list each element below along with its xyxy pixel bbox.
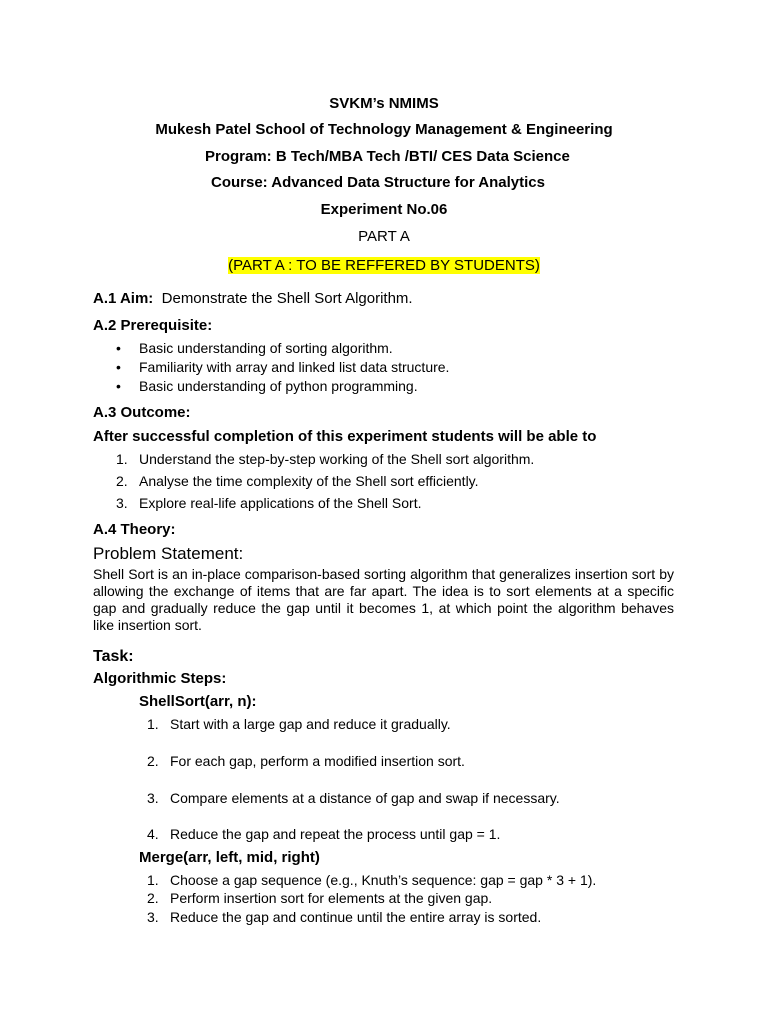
problem-statement-text: Shell Sort is an in-place comparison-based sorting algorithm that generalizes insertion sort by allowing the exchange of items that are far apart. The idea is to sort elements at a specific gap and gradually reduce the gap until it becomes 1, at which point the algorithm behaves like insertion sort. xyxy=(93,566,674,633)
aim-text: Demonstrate the Shell Sort Algorithm. xyxy=(161,290,413,307)
prerequisite-item: Basic understanding of sorting algorithm. xyxy=(139,340,393,356)
problem-statement-heading: Problem Statement: xyxy=(93,544,244,563)
prerequisite-item: Basic understanding of python programming. xyxy=(139,378,418,394)
merge-step: Perform insertion sort for elements at the given gap. xyxy=(170,890,493,906)
merge-step: Choose a gap sequence (e.g., Knuth’s sequence: gap = gap * 3 + 1). xyxy=(170,872,597,888)
list-number: 3. xyxy=(116,495,128,511)
shellsort-step: Start with a large gap and reduce it gradually. xyxy=(170,716,451,732)
prerequisite-label: A.2 Prerequisite: xyxy=(93,317,213,334)
bullet-icon: • xyxy=(116,340,121,356)
outcome-item: Analyse the time complexity of the Shell sort efficiently. xyxy=(139,473,479,489)
program-line: Program: B Tech/MBA Tech /BTI/ CES Data Science xyxy=(205,148,570,165)
list-number: 2. xyxy=(116,473,128,489)
bullet-icon: • xyxy=(116,378,121,394)
part-label: PART A xyxy=(358,228,410,245)
experiment-number: Experiment No.06 xyxy=(320,201,448,218)
shellsort-step: Compare elements at a distance of gap and swap if necessary. xyxy=(170,790,560,806)
part-note-highlight: (PART A : TO BE REFFERED BY STUDENTS) xyxy=(228,257,540,274)
shellsort-step: Reduce the gap and repeat the process until gap = 1. xyxy=(170,826,501,842)
list-number: 1. xyxy=(147,716,159,732)
list-number: 1. xyxy=(147,872,159,888)
list-number: 3. xyxy=(147,790,159,806)
aim-label: A.1 Aim: xyxy=(93,290,154,307)
course-line: Course: Advanced Data Structure for Analytics xyxy=(211,174,545,191)
prerequisite-item: Familiarity with array and linked list data structure. xyxy=(139,359,450,375)
theory-label: A.4 Theory: xyxy=(93,521,176,538)
shellsort-title: ShellSort(arr, n): xyxy=(139,693,257,710)
shellsort-step: For each gap, perform a modified insertion sort. xyxy=(170,753,465,769)
aim-line xyxy=(93,290,413,307)
algorithmic-steps-heading: Algorithmic Steps: xyxy=(93,670,227,687)
institution-name: SVKM’s NMIMS xyxy=(329,95,439,112)
list-number: 3. xyxy=(147,909,159,925)
task-heading: Task: xyxy=(93,648,134,665)
list-number: 4. xyxy=(147,826,159,842)
merge-title: Merge(arr, left, mid, right) xyxy=(139,849,320,866)
bullet-icon: • xyxy=(116,359,121,375)
list-number: 2. xyxy=(147,753,159,769)
outcome-label: A.3 Outcome: xyxy=(93,404,191,421)
part-note-line xyxy=(0,257,768,274)
outcome-intro: After successful completion of this experiment students will be able to xyxy=(93,428,597,445)
merge-step: Reduce the gap and continue until the entire array is sorted. xyxy=(170,909,542,925)
outcome-item: Explore real-life applications of the Shell Sort. xyxy=(139,495,422,511)
list-number: 1. xyxy=(116,451,128,467)
outcome-item: Understand the step-by-step working of the Shell sort algorithm. xyxy=(139,451,535,467)
list-number: 2. xyxy=(147,890,159,906)
school-name: Mukesh Patel School of Technology Management & Engineering xyxy=(155,121,613,138)
